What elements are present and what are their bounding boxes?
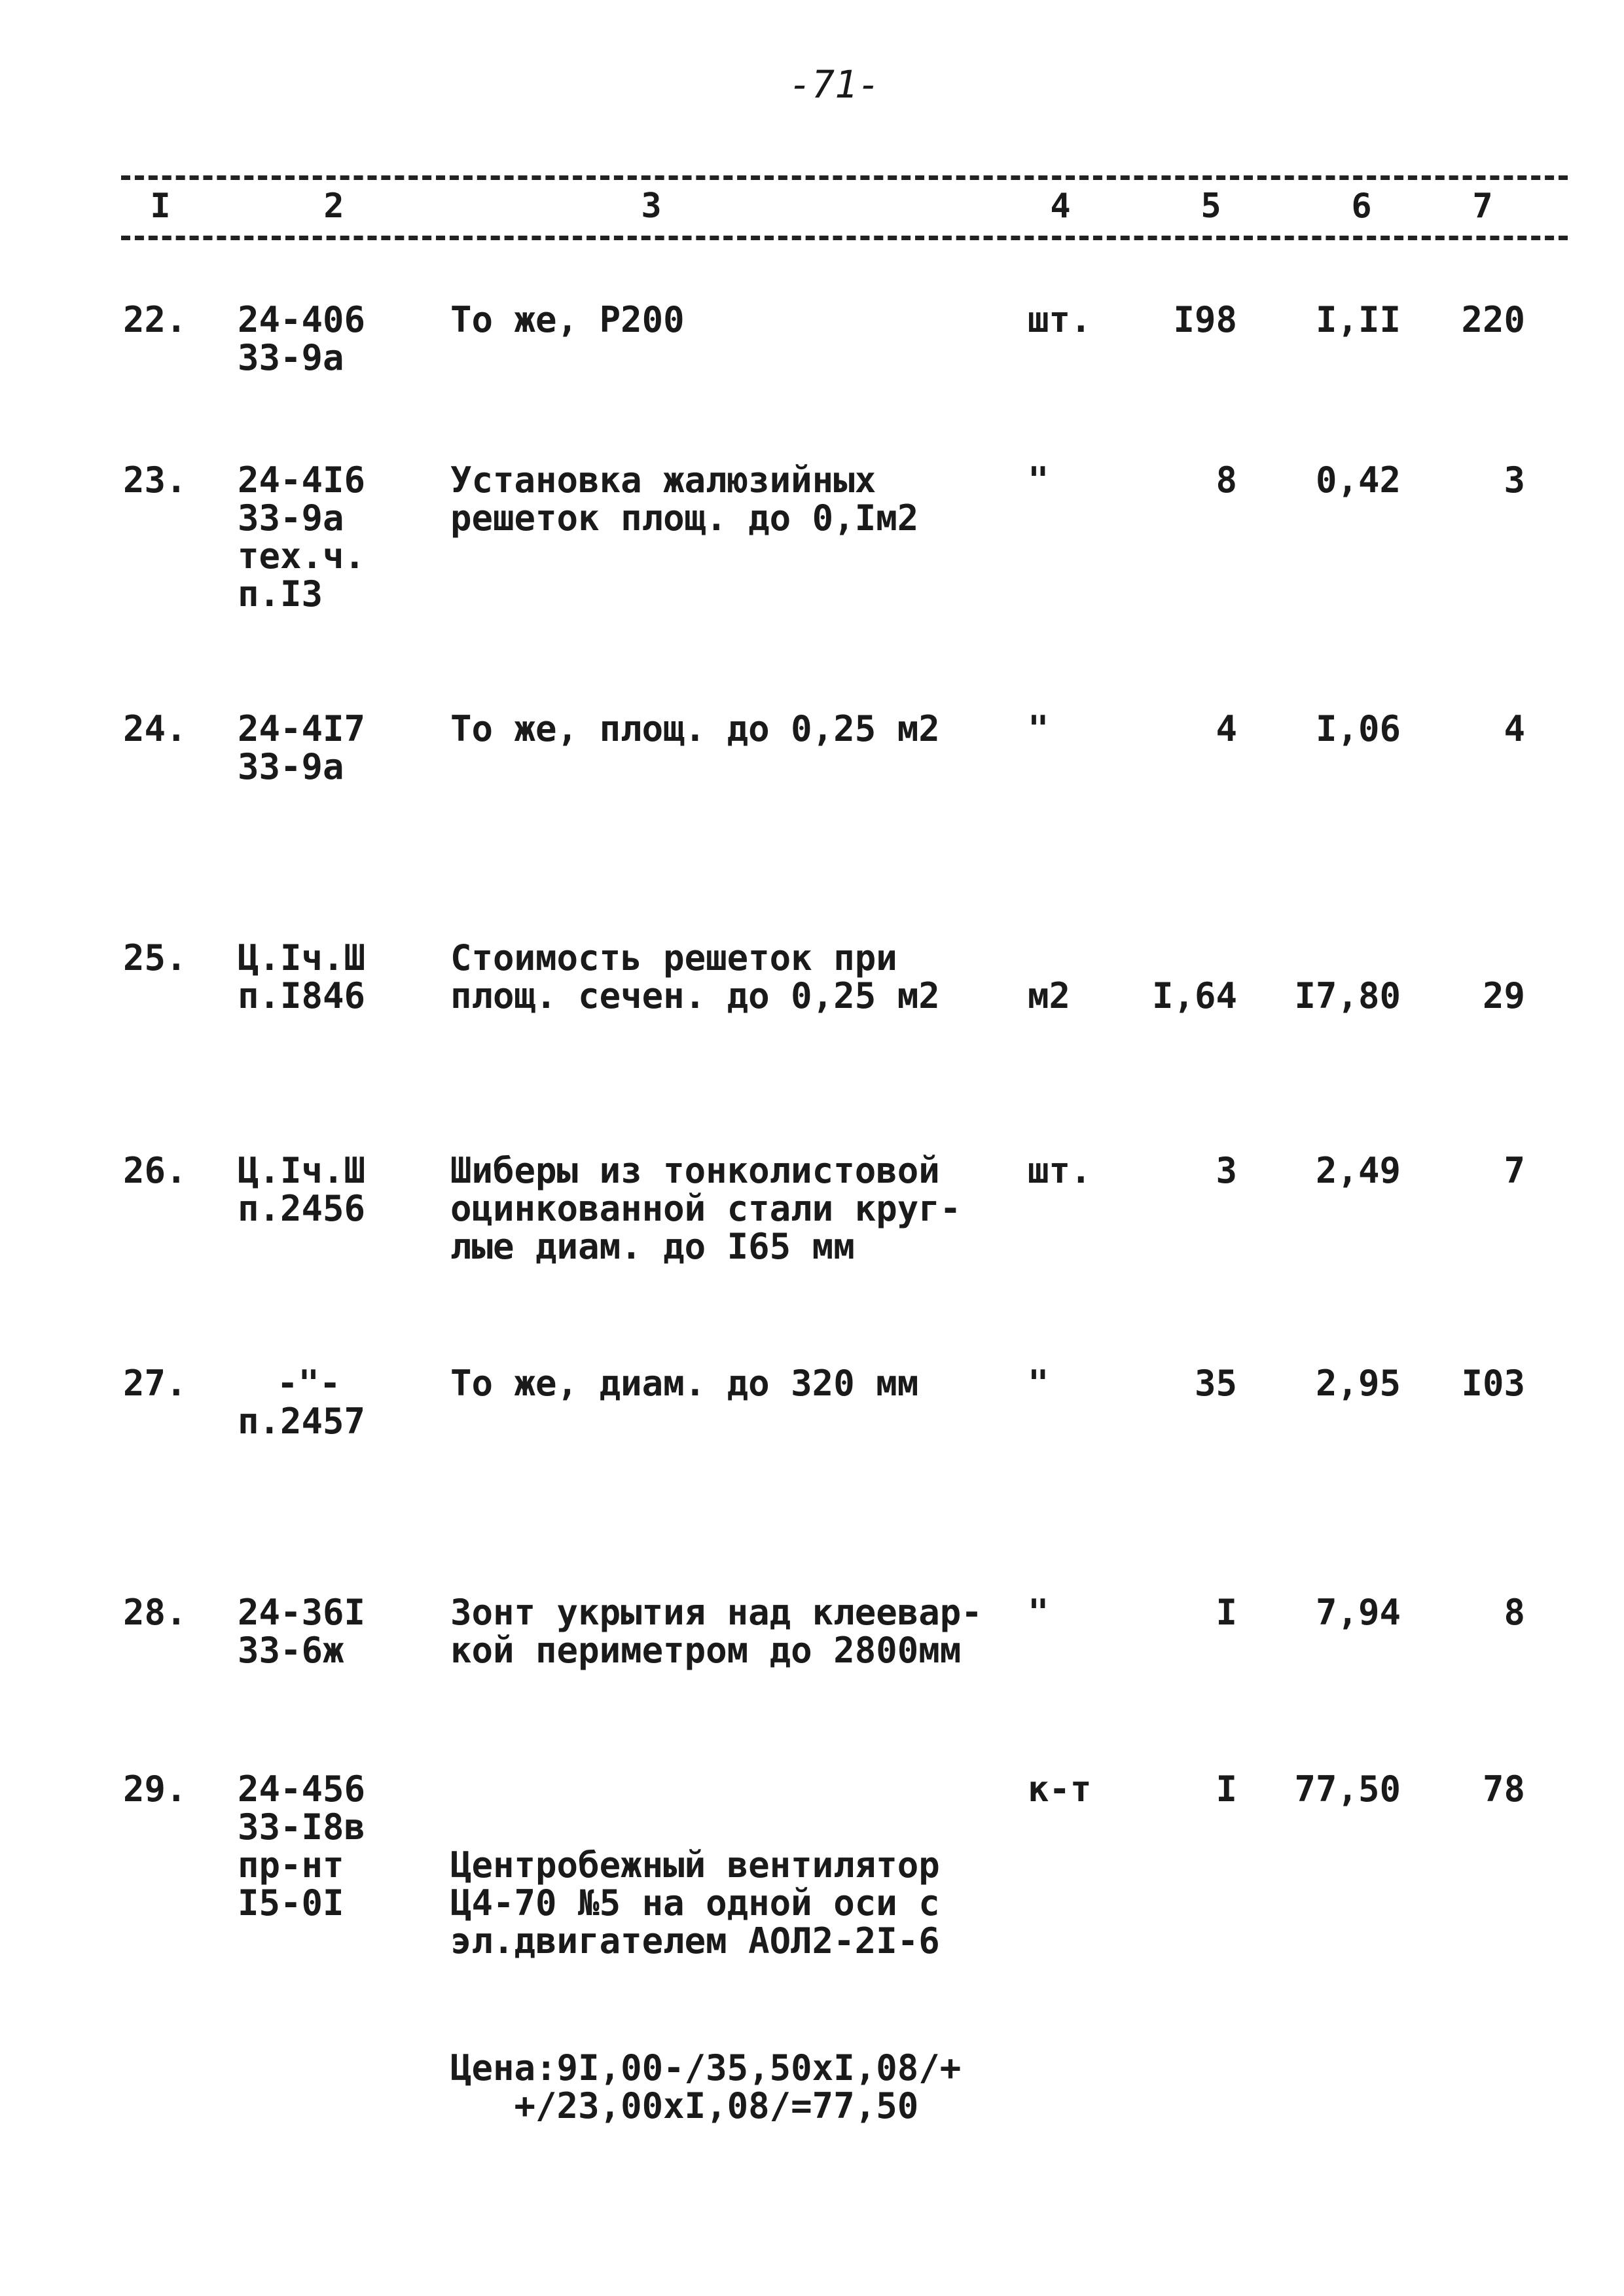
- row-description: То же, диам. до 320 мм: [450, 1363, 919, 1404]
- row-unit: ": [1028, 1363, 1049, 1404]
- header-col-1: I: [150, 187, 171, 226]
- row-number: 25.: [123, 937, 187, 978]
- row-number: 23.: [123, 459, 187, 501]
- row-quantity: I,64: [1151, 975, 1237, 1016]
- row-quantity: 8: [1216, 459, 1237, 501]
- row-number: 22.: [123, 299, 187, 340]
- row-unit: шт.: [1028, 1150, 1092, 1191]
- page-number: -71-: [789, 62, 880, 107]
- header-col-7: 7: [1472, 187, 1493, 226]
- row-price: 0,42: [1315, 459, 1401, 501]
- row-description: То же, площ. до 0,25 м2: [450, 708, 940, 749]
- row-price: 7,94: [1315, 1592, 1401, 1633]
- row-total: 78: [1482, 1768, 1525, 1810]
- row-price: 2,49: [1315, 1150, 1401, 1191]
- row-description: Центробежный вентилятор Ц4-70 №5 на одной оси с эл.двигателем АОЛ2-2I-6 Цена:9I,00-/35,50хI,08/+ +/23,00хI,08/=77,50: [450, 1844, 962, 2126]
- row-price: 77,50: [1294, 1768, 1401, 1810]
- row-quantity: I: [1216, 1768, 1237, 1810]
- row-total: 8: [1504, 1592, 1525, 1633]
- row-number: 29.: [123, 1768, 187, 1810]
- row-description: То же, Р200: [450, 299, 685, 340]
- row-code: Ц.Iч.Ш п.I846: [238, 937, 366, 1016]
- header-bottom-rule: [121, 236, 1568, 240]
- header-col-4: 4: [1050, 187, 1071, 226]
- row-code: 24-4I7 33-9а: [238, 708, 366, 787]
- row-quantity: 4: [1216, 708, 1237, 749]
- row-quantity: 3: [1216, 1150, 1237, 1191]
- row-code: -"- п.2457: [238, 1363, 366, 1442]
- row-quantity: 35: [1194, 1363, 1237, 1404]
- row-unit: м2: [1028, 975, 1071, 1016]
- row-code: Ц.Iч.Ш п.2456: [238, 1150, 366, 1229]
- header-col-5: 5: [1200, 187, 1221, 226]
- row-code: 24-406 33-9а: [238, 299, 366, 378]
- header-col-2: 2: [323, 187, 344, 226]
- row-total: 4: [1504, 708, 1525, 749]
- row-number: 27.: [123, 1363, 187, 1404]
- row-total: I03: [1461, 1363, 1525, 1404]
- row-description: Установка жалюзийных решеток площ. до 0,Iм2: [450, 459, 919, 539]
- price-calculation-note: Цена:9I,00-/35,50хI,08/+ +/23,00хI,08/=77,50: [450, 2047, 962, 2126]
- row-unit: ": [1028, 708, 1049, 749]
- row-number: 28.: [123, 1592, 187, 1633]
- row-description: Шиберы из тонколистовой оцинкованной стали круг- лые диам. до I65 мм: [450, 1150, 962, 1267]
- row-total: 7: [1504, 1150, 1525, 1191]
- row-price: I,II: [1315, 299, 1401, 340]
- header-top-rule: [121, 175, 1568, 180]
- row-code: 24-456 33-I8в пр-нт I5-0I: [238, 1768, 366, 1924]
- row-number: 24.: [123, 708, 187, 749]
- row-code: 24-4I6 33-9а тех.ч. п.I3: [238, 459, 366, 615]
- table-header: [0, 187, 1624, 239]
- row-number: 26.: [123, 1150, 187, 1191]
- row-total: 220: [1461, 299, 1525, 340]
- header-col-3: 3: [641, 187, 662, 226]
- row-description: Стоимость решеток при площ. сечен. до 0,25 м2: [450, 937, 940, 1016]
- row-unit: к-т: [1028, 1768, 1092, 1810]
- header-col-6: 6: [1351, 187, 1372, 226]
- row-total: 29: [1482, 975, 1525, 1016]
- row-quantity: I: [1216, 1592, 1237, 1633]
- row-price: 2,95: [1315, 1363, 1401, 1404]
- row-total: 3: [1504, 459, 1525, 501]
- row-unit: ": [1028, 1592, 1049, 1633]
- row-unit: ": [1028, 459, 1049, 501]
- row-price: I7,80: [1294, 975, 1401, 1016]
- row-code: 24-36I 33-6ж: [238, 1592, 366, 1671]
- row-quantity: I98: [1173, 299, 1237, 340]
- row-description: Зонт укрытия над клеевар- кой периметром до 2800мм: [450, 1592, 983, 1671]
- row-unit: шт.: [1028, 299, 1092, 340]
- row-price: I,06: [1315, 708, 1401, 749]
